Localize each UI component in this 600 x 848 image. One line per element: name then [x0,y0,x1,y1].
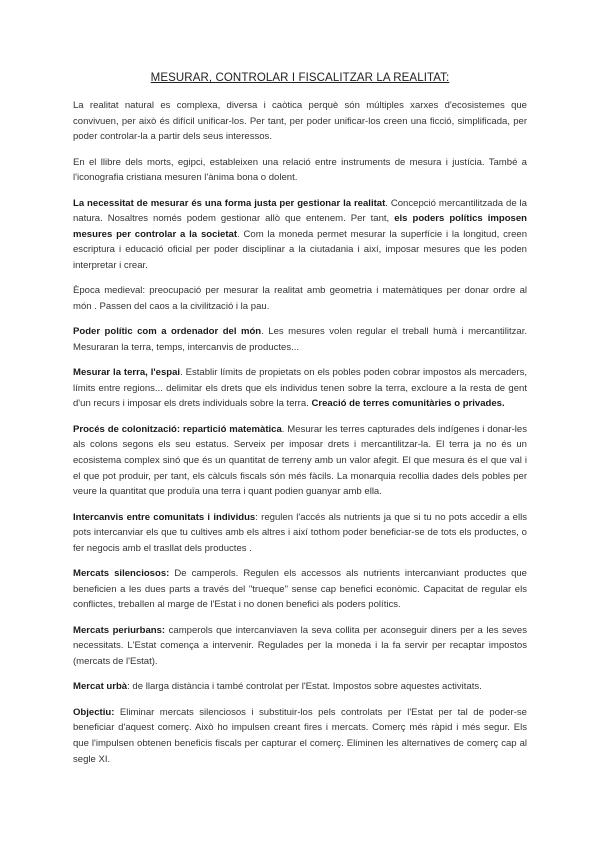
bold-phrase: Mesurar la terra, l'espai [73,367,181,379]
paragraph-10 [73,623,527,670]
text-run: Eliminar mercats silenciosos i substituir-los pels controlats per l'Estat per tal de poder-se beneficiar d'aquest comerç. Això ho impulsen creant fires i mercats. Comerç més ràpid i més segur. Els que l'impulsen obtenen beneficis fiscals per capturar el comerç. Eliminen les alternatives de comerç cap al segle XI. [73,706,527,765]
bold-phrase: Mercats periurbans: [73,624,166,636]
text-run: : de llarga distància i també controlat per l'Estat. Impostos sobre aquestes activitats. [127,681,482,693]
text-run: . Establir límits de propietats on els pobles poden cobrar impostos als mercaders, límits entre regions... delimitar els drets que els individus tenen sobre la terra, excloure a la resta de gent d'un recurs i imposar els drets individuals sobre la terra. [73,367,528,410]
paragraph-8 [73,510,527,557]
paragraph-6 [73,365,527,412]
paragraph-7 [73,422,527,500]
paragraph-2: En el llibre dels morts, egipci, estableixen una relació entre instruments de mesura i justícia. També a l'iconografia cristiana mesuren l'ànima bona o dolent. [73,156,527,184]
text-run: : regulen l'accés als nutrients ja que si tu no pots accedir a ells pots intercanviar els que tu cultives amb els altres i així tothom poder beneficiar-se de tots els productes, o fer negocis amb el trasllat dels productes . [73,511,528,554]
paragraph-5 [73,324,527,355]
paragraph-4: Època medieval: preocupació per mesurar la realitat amb geometria i matemàtiques per donar ordre al món . Passen del caos a la civilització i la pau. [73,285,527,312]
text-run: De camperols. Regulen els accessos als nutrients intercanviant productes que beneficien a les dues parts a través del "trueque" sense cap benefici econòmic. Capacitat de regular els conflictes, treballen al marge de l'Estat i no donen benefici als poders polítics. [73,568,527,611]
paragraph-1: La realitat natural es complexa, diversa i caòtica perquè són múltiples xarxes d'ecosistemes que convivuen, per això és difícil unificar-los. Per tant, per poder unificar-los creen una ficció, simplificada, per poder controlar-la a partir dels seus interessos. [73,100,527,143]
paragraph-9 [73,566,527,613]
paragraph-12 [73,705,527,767]
bold-phrase: Poder polític com a ordenador del món [73,326,262,338]
bold-phrase: Intercanvis entre comunitats i individus [73,511,256,523]
document-page [73,72,527,777]
page-title: MESURAR, CONTROLAR I FISCALITZAR LA REALITAT: [150,72,450,84]
bold-phrase: Procés de colonització: repartició matemàtica [73,423,282,435]
text-run: . Mesurar les terres capturades dels indígenes i donar-les als colons segons els seu estatus. Serveix per imposar drets i mercantilitzar-la. El terra ja no és un ecosistema complex sinó que és un quantitat de terreny amb un valor afegit. El que mesura és el que val i el que pot produir, per tant, els càlculs fiscals són més fàcils. La monarquia recollia dades dels pobles per veure la quantitat que produïa una terra i quant podien guanyar amb ella. [73,423,527,498]
paragraph-3 [73,196,527,274]
bold-phrase: La necessitat de mesurar és una forma justa per gestionar la realitat [73,197,386,209]
text-run: . Les mesures volen regular el treball humà i mercantilitzar. Mesuraran la terra, temps, intercanvis de productes... [73,326,527,353]
text-run: . Concepció mercantilitzada de la natura. Nosaltres només podem gestionar allò que entenem. Per tant, [73,197,527,225]
text-run: camperols que intercanviaven la seva collita per aconseguir diners per a les seves necessitats. L'Estat comença a intervenir. Regulades per la moneda i la fa servir per recaptar impostos (mercats de l'Estat). [73,624,527,667]
bold-phrase: Creació de terres comunitàries o privades. [311,398,505,410]
text-run: . Com la moneda permet mesurar la superfície i la longitud, creen escriptura i educació oficial per poder disciplinar a la ciutadania i així, imposar mesures que les poden interpretar i crear. [73,228,527,271]
bold-phrase: Mercats silenciosos: [73,568,170,580]
bold-phrase: Mercat urbà [73,681,128,693]
bold-phrase: els poders polítics imposen mesures per controlar a la societat [73,213,527,240]
paragraph-11 [73,679,527,695]
bold-phrase: Objectiu: [73,706,115,718]
